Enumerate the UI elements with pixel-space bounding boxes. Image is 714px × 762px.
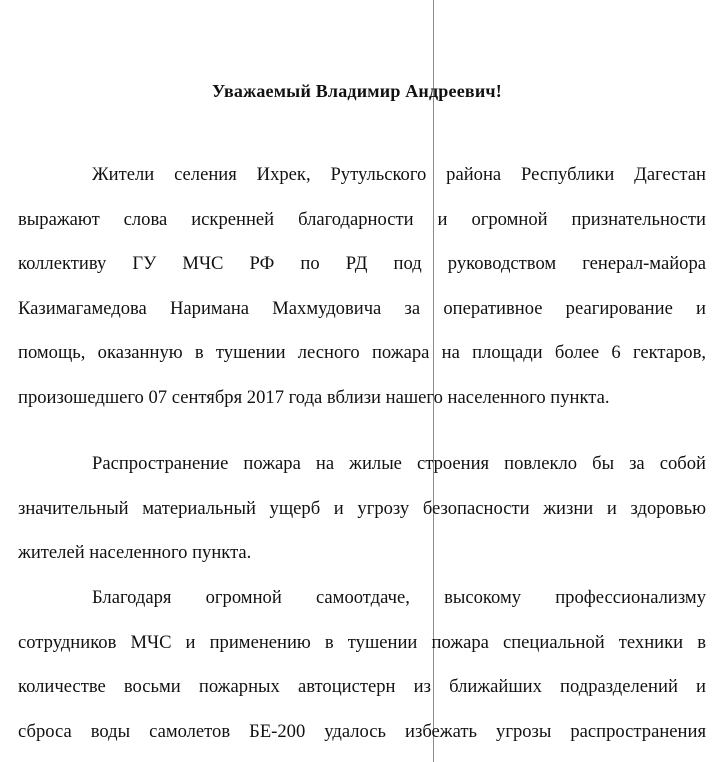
text-line: Казимагамедова Наримана Махмудовича за оперативное реагирование и [18, 297, 706, 319]
text-line: Распространение пожара на жилые строения повлекло бы за собой [92, 453, 706, 474]
text-line: сброса воды самолетов БЕ-200 удалось избежать угрозы распространения [18, 720, 706, 742]
text-line: количестве восьми пожарных автоцистерн из ближайших подразделений и [18, 676, 706, 698]
paragraph-2 [18, 442, 706, 576]
text-line: Благодаря огромной самоотдаче, высокому профессионализму [92, 587, 706, 608]
text-line: коллективу ГУ МЧС РФ по РД под руководством генерал-майора [18, 253, 706, 275]
text-line: Жители селения Ихрек, Рутульского района Республики Дагестан [92, 164, 706, 185]
text-line: сотрудников МЧС и применению в тушении пожара специальной техники в [18, 631, 706, 653]
text-line: произошедшего 07 сентября 2017 года вблизи нашего населенного пункта. [18, 386, 610, 408]
text-line: жителей населенного пункта. [18, 542, 252, 564]
text-line: значительный материальный ущерб и угрозу безопасности жизни и здоровью [18, 497, 706, 519]
paragraph-3 [18, 576, 706, 754]
text-line: помощь, оказанную в тушении лесного пожара на площади более 6 гектаров, [18, 342, 706, 364]
paragraph-1 [18, 153, 706, 421]
letter-salutation: Уважаемый Владимир Андреевич! [212, 81, 502, 101]
text-line: выражают слова искренней благодарности и огромной признательности [18, 208, 706, 230]
